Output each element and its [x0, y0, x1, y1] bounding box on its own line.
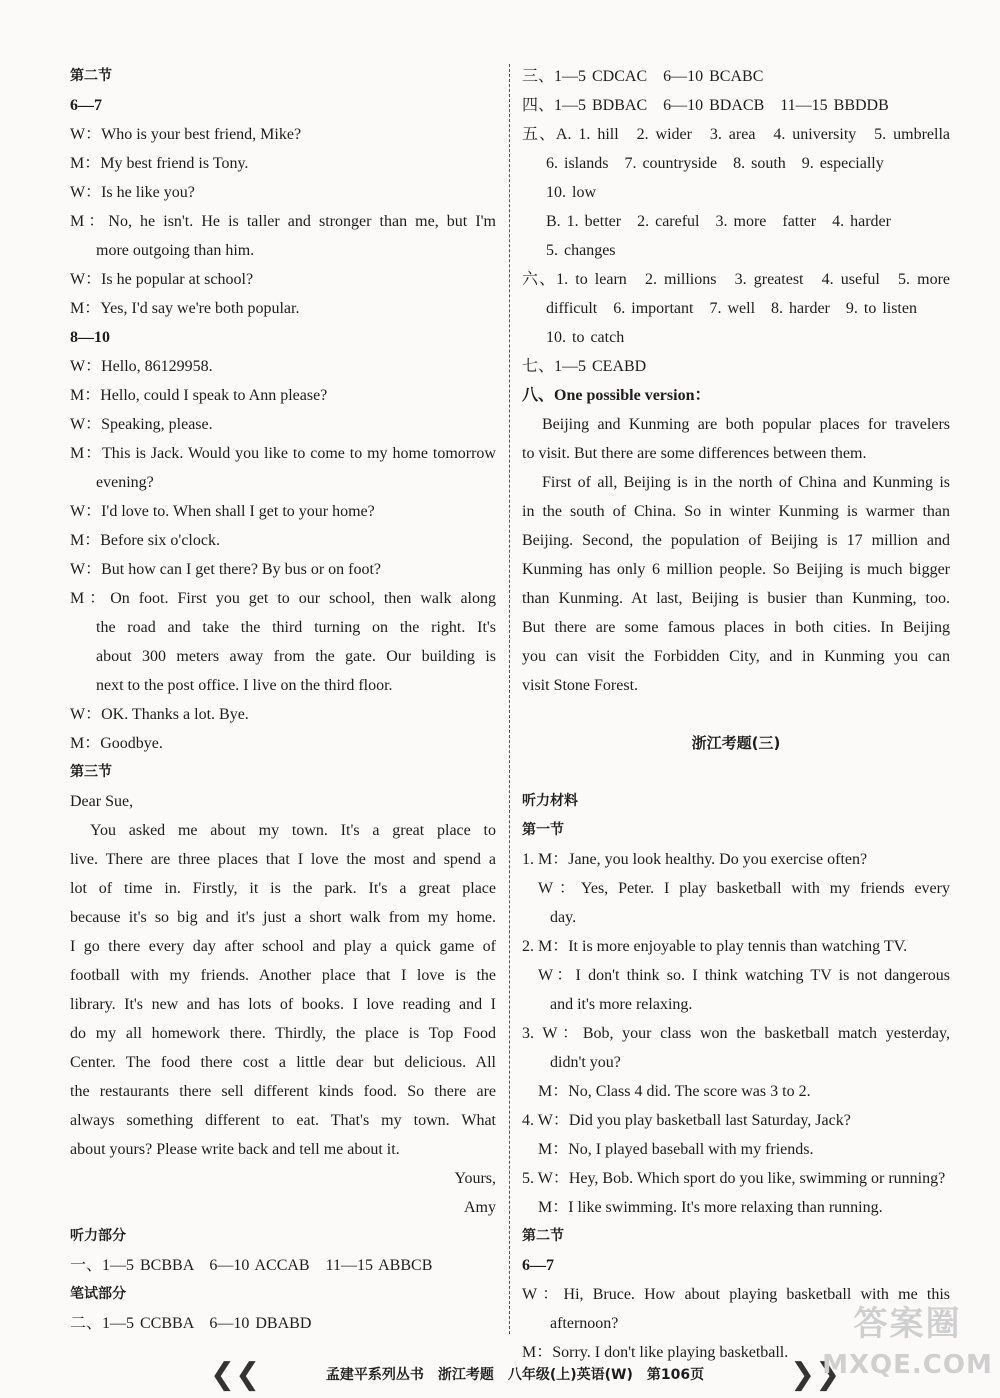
section-heading: 第二节 [70, 68, 112, 84]
dialogue-line: W：Is he like you? [70, 184, 195, 201]
exam-title: 浙江考题(三) [691, 734, 781, 752]
question-range: 6—7 [70, 97, 102, 114]
essay-line: Kunming has only 6 million people. So Beijing is much bigger [522, 561, 950, 578]
essay-line: in the south of China. So in winter Kunming is warmer than [522, 503, 950, 520]
column-divider [509, 64, 510, 1334]
chevron-left-icon: ❮❮ [210, 1357, 261, 1392]
footer-text: 孟建平系列丛书 浙江考题 八年级(上)英语(W) 第106页 [325, 1367, 705, 1383]
letter [70, 787, 496, 1222]
script-line: M：I like swimming. It's more relaxing than running. [538, 1199, 883, 1216]
essay-line: But there are some famous places in both cities. In Beijing [522, 619, 950, 636]
essay-line: Beijing. Second, the population of Beijing is 17 million and [522, 532, 950, 549]
answer-line: 六、1. to learn 2. millions 3. greatest 4. useful 5. more [522, 271, 950, 288]
letter-line: the restaurants there sell different kinds food. So there are [70, 1083, 496, 1100]
script-line: 1. M：Jane, you look healthy. Do you exercise often? [522, 851, 868, 868]
script-line: and it's more relaxing. [550, 996, 693, 1013]
listening-script [522, 845, 950, 1222]
script-line: afternoon? [550, 1315, 619, 1332]
sample-essay [522, 410, 950, 700]
section-heading: 第三节 [70, 764, 112, 780]
dialogue-line: W：OK. Thanks a lot. Bye. [70, 706, 249, 723]
answer-line: 四、1—5 BDBAC 6—10 BDACB 11—15 BBDDB [522, 97, 889, 114]
dialogue-line: M：Hello, could I speak to Ann please? [70, 387, 328, 404]
letter-line: because it's so big and it's just a short walk from my home. [70, 909, 496, 926]
answer-line: 6. islands 7. countryside 8. south 9. especially [546, 155, 884, 172]
answer-line: 二、1—5 CCBBA 6—10 DBABD [70, 1315, 312, 1332]
answer-line: 10. low [546, 184, 596, 201]
question-range: 8—10 [70, 329, 110, 346]
script-line: W：I don't think so. I think watching TV is not dangerous [538, 967, 950, 984]
letter-signature: Amy [464, 1199, 496, 1216]
script-line: W：Hi, Bruce. How about playing basketball with me this [522, 1286, 950, 1303]
dialogue-line: the road and take the third turning on the right. It's [96, 619, 496, 636]
letter-closing: Yours, [454, 1170, 496, 1187]
dialogue-line: W：But how can I get there? By bus or on foot? [70, 561, 382, 578]
left-column [70, 62, 496, 1338]
essay-label: 八、One possible version： [522, 387, 711, 404]
script-line: didn't you? [550, 1054, 621, 1071]
answer-line: 一、1—5 BCBBA 6—10 ACCAB 11—15 ABBCB [70, 1257, 433, 1274]
script-line: W：Yes, Peter. I play basketball with my friends every [538, 880, 950, 897]
script-line: 3. W：Bob, your class won the basketball match yesterday, [522, 1025, 950, 1042]
dialogue-line: next to the post office. I live on the third floor. [96, 677, 393, 694]
spacer [522, 700, 950, 729]
letter-line: library. It's new and has lots of books. I love reading and I [70, 996, 496, 1013]
answer-line: difficult 6. important 7. well 8. harder 9. to listen [546, 300, 917, 317]
script-line: M：No, I played baseball with my friends. [538, 1141, 814, 1158]
answer-line: 10. to catch [546, 329, 625, 346]
essay-line: than Kunming. At last, Beijing is busier than Kunming, too. [522, 590, 950, 607]
spacer [522, 758, 950, 787]
dialogue-line: M：Yes, I'd say we're both popular. [70, 300, 300, 317]
dialogue-line: M：Before six o'clock. [70, 532, 220, 549]
script-line: 4. W：Did you play basketball last Saturday, Jack? [522, 1112, 851, 1129]
letter-line: I go there every day after school and play a quick game of [70, 938, 496, 955]
answer-line: 七、1—5 CEABD [522, 358, 647, 375]
chevron-right-icon: ❯❯ [790, 1357, 841, 1392]
letter-greeting: Dear Sue, [70, 793, 134, 810]
letter-line: always something different to eat. That's my town. What [70, 1112, 496, 1129]
script-line: 2. M：It is more enjoyable to play tennis than watching TV. [522, 938, 908, 955]
dialogue-line: more outgoing than him. [96, 242, 255, 259]
section-heading: 笔试部分 [70, 1286, 126, 1302]
dialogue-line: W：I'd love to. When shall I get to your home? [70, 503, 375, 520]
dialogue-line: M：No, he isn't. He is taller and stronger than me, but I'm [70, 213, 496, 230]
script-line: 5. W：Hey, Bob. Which sport do you like, swimming or running? [522, 1170, 946, 1187]
question-range: 6—7 [522, 1257, 554, 1274]
letter-line: live. There are three places that I love the most and spend a [70, 851, 496, 868]
watermark-logo-text: 答案圈 [853, 1304, 962, 1344]
dialogue-line: evening? [96, 474, 154, 491]
dialogue-8-10 [70, 352, 496, 758]
script-line: day. [550, 909, 577, 926]
essay-line: Beijing and Kunming are both popular places for travelers [542, 416, 950, 433]
dialogue-line: W：Who is your best friend, Mike? [70, 126, 302, 143]
dialogue-6-7 [70, 120, 496, 323]
script-line: M：No, Class 4 did. The score was 3 to 2. [538, 1083, 811, 1100]
script-line: M：Sorry. I don't like playing basketball. [522, 1344, 789, 1361]
answer-line: 5. changes [546, 242, 616, 259]
answer-line: 三、1—5 CDCAC 6—10 BCABC [522, 68, 764, 85]
watermark-url: MXQE.COM [822, 1350, 993, 1380]
dialogue-line: about 300 meters away from the gate. Our building is [96, 648, 496, 665]
dialogue-line: M：On foot. First you get to our school, then walk along [70, 590, 496, 607]
dialogue-line: W：Is he popular at school? [70, 271, 254, 288]
essay-line: visit Stone Forest. [522, 677, 639, 694]
dialogue-line: W：Speaking, please. [70, 416, 213, 433]
essay-line: First of all, Beijing is in the north of China and Kunming is [542, 474, 950, 491]
letter-line: lot of time in. Firstly, it is the park. It's a great place [70, 880, 496, 897]
watermark [820, 1300, 995, 1392]
essay-line: to visit. But there are some differences between them. [522, 445, 867, 462]
section-heading: 听力部分 [70, 1228, 126, 1244]
letter-line: You asked me about my town. It's a great place to [90, 822, 496, 839]
section-heading: 第一节 [522, 822, 564, 838]
essay-line: you can visit the Forbidden City, and in Kunming you can [522, 648, 950, 665]
answer-line: 五、A. 1. hill 2. wider 3. area 4. university 5. umbrella [522, 126, 950, 143]
answer-line: B. 1. better 2. careful 3. more fatter 4. harder [546, 213, 891, 230]
dialogue-line: W：Hello, 86129958. [70, 358, 213, 375]
letter-line: football with my friends. Another place that I love is the [70, 967, 496, 984]
letter-line: do my all homework there. Thirdly, the place is Top Food [70, 1025, 496, 1042]
letter-line: Center. The food there cost a little dear but delicious. All [70, 1054, 496, 1071]
dialogue-line: M：This is Jack. Would you like to come to my home tomorrow [70, 445, 496, 462]
letter-line: about yours? Please write back and tell me about it. [70, 1141, 400, 1158]
dialogue-line: M：Goodbye. [70, 735, 163, 752]
dialogue-line: M：My best friend is Tony. [70, 155, 249, 172]
section-heading: 听力材料 [522, 793, 578, 809]
right-column [522, 62, 950, 1367]
section-heading: 第二节 [522, 1228, 564, 1244]
